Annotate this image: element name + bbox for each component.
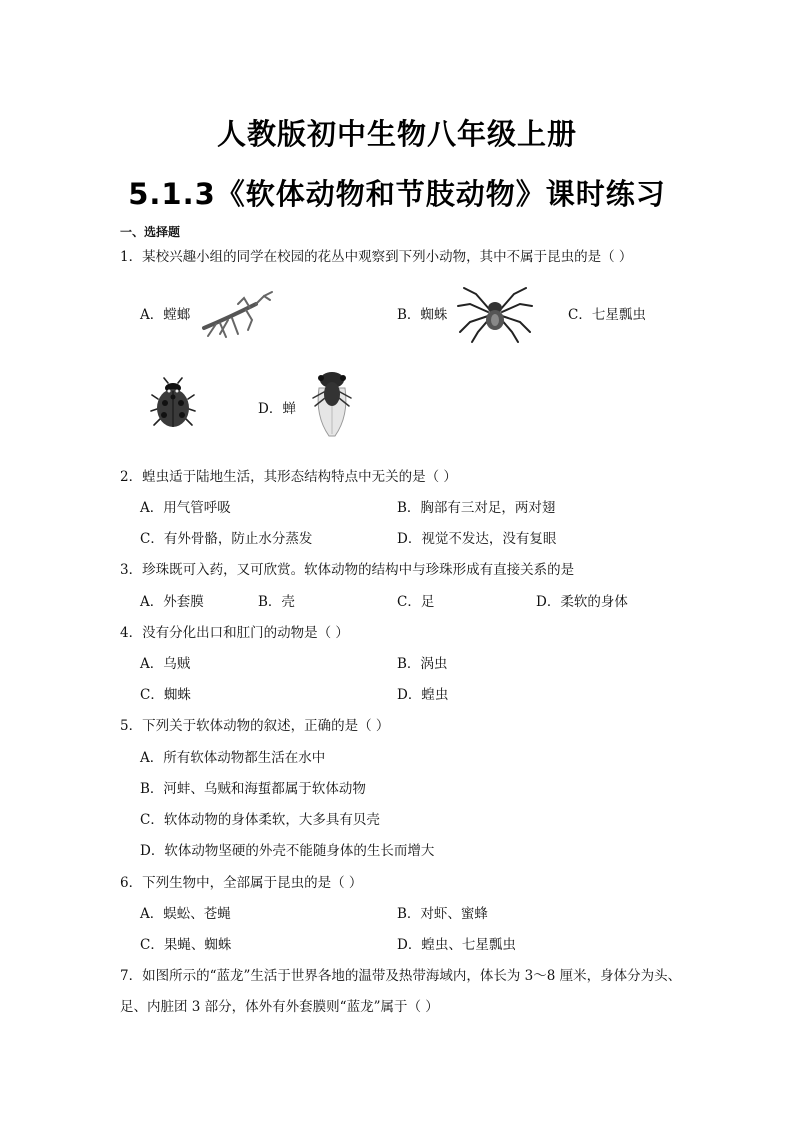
question-1-option-b: B．蜘蛛 — [397, 307, 448, 323]
question-6-option-d: D．蝗虫、七星瓢虫 — [397, 937, 516, 953]
question-4-option-d: D．蝗虫 — [397, 687, 449, 703]
question-4-option-c: C．蜘蛛 — [140, 687, 191, 703]
question-6-option-a: A．蜈蚣、苍蝇 — [140, 906, 231, 922]
question-1-option-a: A．螳螂 — [140, 307, 191, 323]
question-1-stem: 1．某校兴趣小组的同学在校园的花丛中观察到下列小动物，其中不属于昆虫的是（ ） — [120, 249, 633, 265]
question-3-option-d: D．柔软的身体 — [536, 594, 628, 610]
question-1-option-d: D．蝉 — [258, 401, 296, 417]
spider-icon — [456, 284, 534, 344]
question-5-option-d: D．软体动物坚硬的外壳不能随身体的生长而增大 — [140, 843, 435, 859]
question-6-option-c: C．果蝇、蜘蛛 — [140, 937, 232, 953]
question-2-stem: 2．蝗虫适于陆地生活，其形态结构特点中无关的是（ ） — [120, 469, 457, 485]
question-4-option-b: B．涡虫 — [397, 656, 448, 672]
question-3-option-c: C．足 — [397, 594, 435, 610]
question-5-option-a: A．所有软体动物都生活在水中 — [140, 750, 326, 766]
section-heading: 一、选择题 — [120, 225, 181, 239]
question-4-option-a: A．乌贼 — [140, 656, 191, 672]
mantis-icon — [198, 290, 274, 338]
question-2-option-b: B．胸部有三对足，两对翅 — [397, 500, 556, 516]
ladybug-icon — [150, 377, 196, 431]
question-1-option-c: C．七星瓢虫 — [568, 307, 646, 323]
cicada-icon — [305, 366, 359, 438]
question-2-option-c: C．有外骨骼，防止水分蒸发 — [140, 531, 313, 547]
question-6-stem: 6．下列生物中，全部属于昆虫的是（ ） — [120, 875, 363, 891]
question-3-option-a: A．外套膜 — [140, 594, 204, 610]
question-6-option-b: B．对虾、蜜蜂 — [397, 906, 488, 922]
question-7-stem-line-2: 足、内脏团 3 部分，体外有外套膜则“蓝龙”属于（ ） — [120, 999, 439, 1015]
question-3-stem: 3．珍珠既可入药，又可欣赏。软体动物的结构中与珍珠形成有直接关系的是 — [120, 562, 575, 578]
question-3-option-b: B．壳 — [258, 594, 295, 610]
question-7-stem-line-1: 7．如图所示的“蓝龙”生活于世界各地的温带及热带海域内，体长为 3～8 厘米，身体分为头、 — [120, 968, 682, 984]
page-title: 人教版初中生物八年级上册 — [216, 117, 577, 151]
question-5-option-b: B．河蚌、乌贼和海蜇都属于软体动物 — [140, 781, 366, 797]
question-4-stem: 4．没有分化出口和肛门的动物是（ ） — [120, 625, 349, 641]
question-5-option-c: C．软体动物的身体柔软，大多具有贝壳 — [140, 812, 380, 828]
page-subtitle: 5.1.3《软体动物和节肢动物》课时练习 — [128, 177, 666, 211]
question-2-option-a: A．用气管呼吸 — [140, 500, 231, 516]
question-2-option-d: D．视觉不发达，没有复眼 — [397, 531, 557, 547]
question-5-stem: 5．下列关于软体动物的叙述，正确的是（ ） — [120, 718, 390, 734]
